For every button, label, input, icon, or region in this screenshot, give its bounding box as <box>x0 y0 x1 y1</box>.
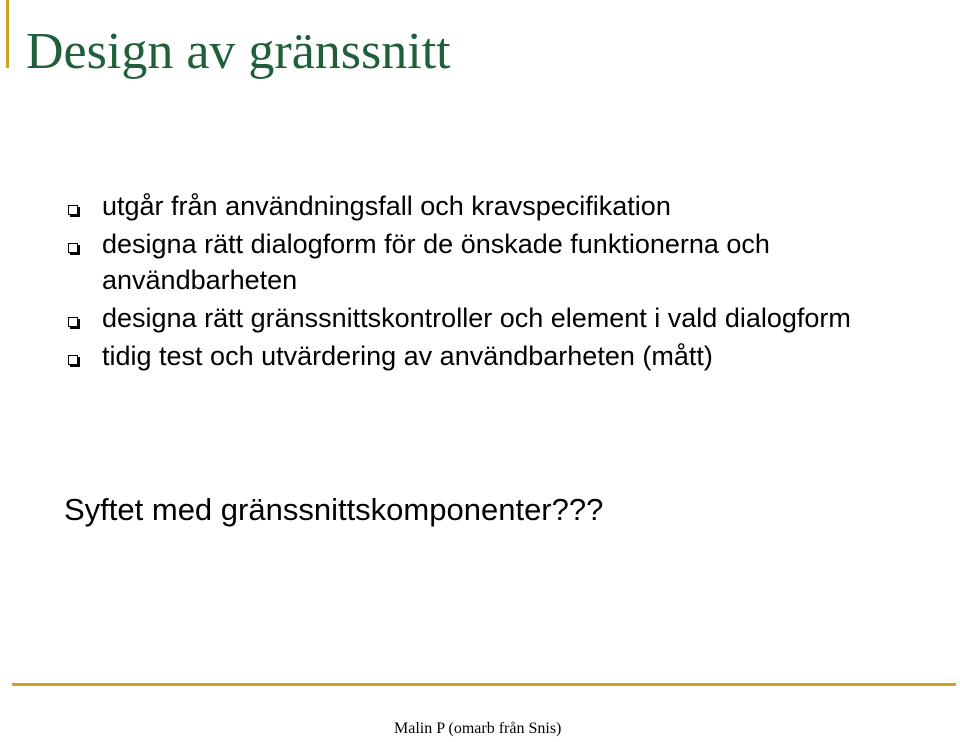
bullet-item <box>64 188 934 224</box>
top-accent-line <box>6 0 9 68</box>
checkbox-square-icon <box>68 243 78 253</box>
bullet-item <box>64 300 934 336</box>
slide-title: Design av gränssnitt <box>26 23 451 80</box>
checkbox-square-icon <box>68 205 78 215</box>
checkbox-square-icon <box>68 355 78 365</box>
bullet-text: tidig test och utvärdering av användbarheten (mått) <box>102 341 713 371</box>
bullet-text: designa rätt dialogform för de önskade funktionerna och användbarheten <box>102 229 770 295</box>
bullet-item <box>64 226 934 298</box>
bullet-item <box>64 338 934 374</box>
bullet-list <box>64 188 934 376</box>
footer-credit: Malin P (omarb från Snis) <box>394 720 562 737</box>
checkbox-square-icon <box>68 317 78 327</box>
bullet-text: utgår från användningsfall och kravspecifikation <box>102 191 671 221</box>
footer-divider <box>12 683 956 686</box>
question-text: Syftet med gränssnittskomponenter??? <box>64 492 604 527</box>
bullet-text: designa rätt gränssnittskontroller och element i vald dialogform <box>102 303 851 333</box>
